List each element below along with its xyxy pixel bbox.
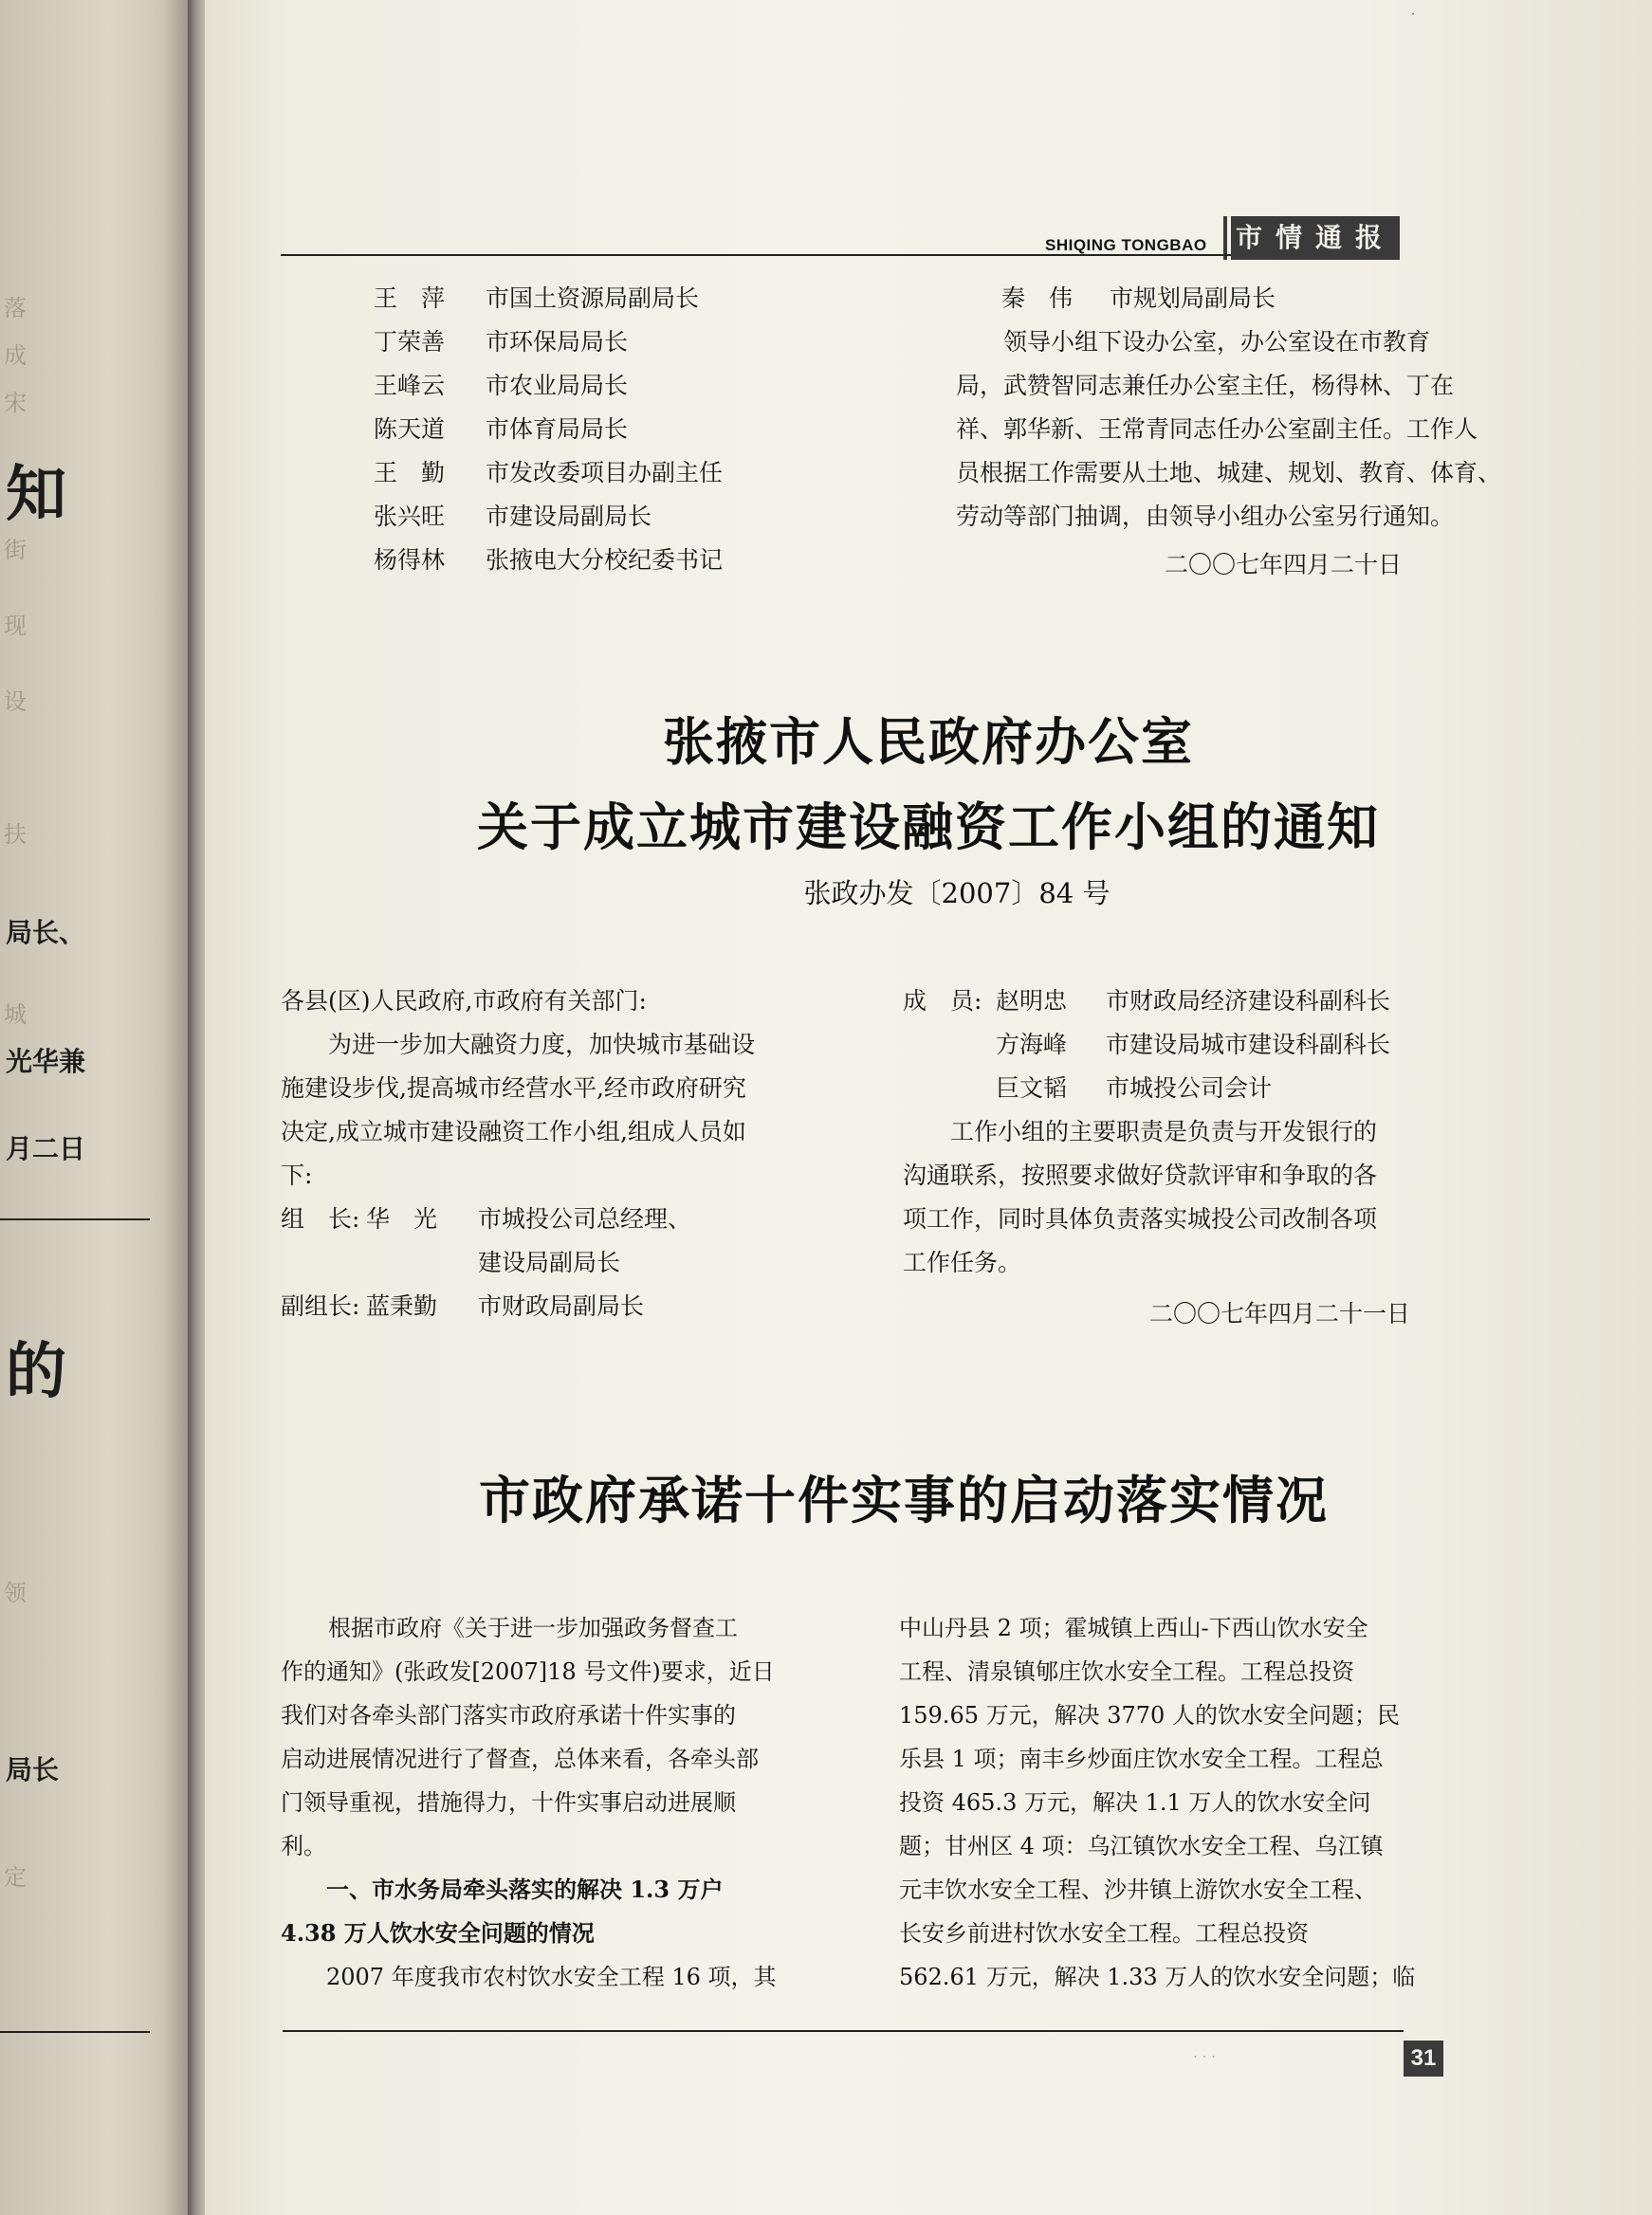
paragraph-line: 长安乡前进村饮水安全工程。工程总投资 [899,1920,1309,1947]
member-name: 张兴旺 [374,503,446,530]
paragraph-line: 投资 465.3 万元，解决 1.1 万人的饮水安全问 [899,1789,1371,1816]
paragraph-line: 门领导重视，措施得力，十件实事启动进展顺 [281,1789,736,1816]
magazine-page [205,0,1652,2215]
member-name: 王峰云 [374,372,446,399]
leader-title: 建设局副局长 [478,1249,621,1276]
member-title: 市财政局经济建设科副科长 [1106,987,1391,1015]
bleed-through-text: 扶 [4,821,27,848]
leader-name: 华 光 [366,1205,438,1233]
member-name: 方海峰 [996,1031,1068,1058]
member-name: 赵明忠 [996,987,1068,1015]
header-rule [281,254,1231,256]
paragraph-line: 562.61 万元，解决 1.33 万人的饮水安全问题；临 [899,1964,1416,1990]
paragraph-line: 乐县 1 项；南丰乡炒面庄饮水安全工程。工程总 [899,1746,1384,1772]
member-title: 市农业局局长 [486,372,629,399]
vice-leader-title: 市财政局副局长 [478,1292,645,1320]
document-date: 二〇〇七年四月二十日 [1165,551,1403,578]
bleed-through-text: 领 [4,1580,27,1606]
paragraph-line: 沟通联系，按照要求做好贷款评审和争取的各 [903,1162,1378,1189]
paragraph-line: 工作任务。 [903,1249,1022,1276]
member-title: 市发改委项目办副主任 [486,459,724,486]
section-heading: 一、市水务局牵头落实的解决 1.3 万户 [326,1876,724,1903]
paragraph-line: 工作小组的主要职责是负责与开发银行的 [950,1118,1378,1145]
section-heading: 4.38 万人饮水安全问题的情况 [281,1919,595,1947]
notice-salutation: 各县(区)人民政府,市政府有关部门: [281,987,647,1015]
notice-title-line1: 张掖市人民政府办公室 [663,711,1194,772]
member-name: 陈天道 [374,415,446,443]
prev-page-fragment: 知 [6,459,66,530]
prev-page-fragment: 光华兼 [6,1046,86,1077]
notice-title-line2: 关于成立城市建设融资工作小组的通知 [477,796,1380,857]
paragraph-line: 下: [281,1162,313,1189]
member-name: 巨文韬 [996,1074,1068,1102]
member-name: 王 勤 [374,459,446,486]
members-label: 成 员: [903,987,982,1015]
leader-label: 组 长: [281,1205,360,1233]
prev-page-fragment: 的 [6,1336,66,1407]
member-name: 王 萍 [374,284,446,312]
paragraph-line: 作的通知》(张政发[2007]18 号文件)要求，近日 [281,1658,775,1685]
paragraph-line: 劳动等部门抽调，由领导小组办公室另行通知。 [956,503,1455,530]
paragraph-line: 施建设步伐,提高城市经营水平,经市政府研究 [281,1074,746,1102]
leader-title: 市城投公司总经理、 [478,1205,692,1233]
header-brand: SHIQING TONGBAO [1045,236,1207,254]
prev-page-fragment: 局长 [6,1754,60,1785]
member-name: 丁荣善 [374,328,446,356]
footer-faint-text: · · · [1193,2048,1216,2065]
member-title: 市建设局副局长 [486,503,652,530]
paragraph-line: 项工作，同时具体负责落实城投公司改制各项 [903,1205,1378,1233]
previous-page-edge [0,0,197,2215]
member-title: 张掖电大分校纪委书记 [486,546,724,574]
paragraph-line: 中山丹县 2 项；霍城镇上西山-下西山饮水安全 [899,1615,1368,1641]
paragraph-line: 元丰饮水安全工程、沙井镇上游饮水安全工程、 [899,1876,1377,1903]
paragraph-line: 为进一步加大融资力度，加快城市基础设 [328,1031,756,1058]
vice-leader-name: 蓝秉勤 [366,1292,438,1320]
notice-document-number: 张政办发〔2007〕84 号 [803,877,1111,909]
bleed-through-text: 成 [4,342,27,369]
prev-page-fragment: 局长、 [6,917,86,948]
paragraph-line: 决定,成立城市建设融资工作小组,组成人员如 [281,1118,746,1145]
page-number: 31 [1404,2041,1443,2077]
paragraph-line: 我们对各牵头部门落实市政府承诺十件实事的 [281,1702,736,1729]
footer-rule [283,2030,1404,2032]
article-title: 市政府承诺十件实事的启动落实情况 [479,1470,1329,1530]
prev-page-fragment: 月二日 [6,1133,86,1164]
member-title: 市建设局城市建设科副科长 [1106,1031,1391,1058]
bleed-through-text: 街 [4,537,27,563]
member-title: 市规划局副局长 [1110,284,1276,312]
bleed-through-text: 城 [4,1001,27,1028]
paragraph-line: 启动进展情况进行了督查，总体来看，各牵头部 [281,1746,759,1772]
header-section-badge: 市情通报 [1231,216,1400,260]
prev-page-rule [0,2031,150,2033]
member-title: 市体育局局长 [486,415,629,443]
paragraph-line: 根据市政府《关于进一步加强政务督查工 [328,1615,738,1641]
member-name: 杨得林 [374,546,446,574]
paragraph-line: 159.65 万元，解决 3770 人的饮水安全问题；民 [899,1702,1400,1729]
prev-page-rule [0,1218,150,1220]
paragraph-line: 领导小组下设办公室，办公室设在市教育 [1003,328,1431,356]
member-title: 市国土资源局副局长 [486,284,700,312]
paragraph-line: 题；甘州区 4 项：乌江镇饮水安全工程、乌江镇 [899,1833,1384,1859]
member-name: 秦 伟 [1001,284,1074,312]
paragraph-line: 祥、郭华新、王常青同志任办公室副主任。工作人 [956,415,1478,443]
paragraph-line: 局，武赞智同志兼任办公室主任，杨得林、丁在 [956,372,1455,399]
paragraph-line: 员根据工作需要从土地、城建、规划、教育、体育、 [956,459,1502,486]
paragraph-line: 工程、清泉镇郇庄饮水安全工程。工程总投资 [899,1658,1354,1685]
paragraph-line: 2007 年度我市农村饮水安全工程 16 项，其 [326,1964,777,1990]
bleed-through-text: 落 [4,295,27,321]
document-date: 二〇〇七年四月二十一日 [1149,1300,1411,1327]
scan-mark: · [1411,8,1416,22]
member-title: 市城投公司会计 [1106,1074,1273,1102]
paragraph-line: 利。 [281,1833,326,1859]
member-title: 市环保局局长 [486,328,629,356]
bleed-through-text: 设 [4,688,27,715]
bleed-through-text: 现 [4,613,27,639]
bleed-through-text: 定 [4,1864,27,1891]
vice-leader-label: 副组长: [281,1292,360,1320]
bleed-through-text: 宋 [4,390,27,416]
